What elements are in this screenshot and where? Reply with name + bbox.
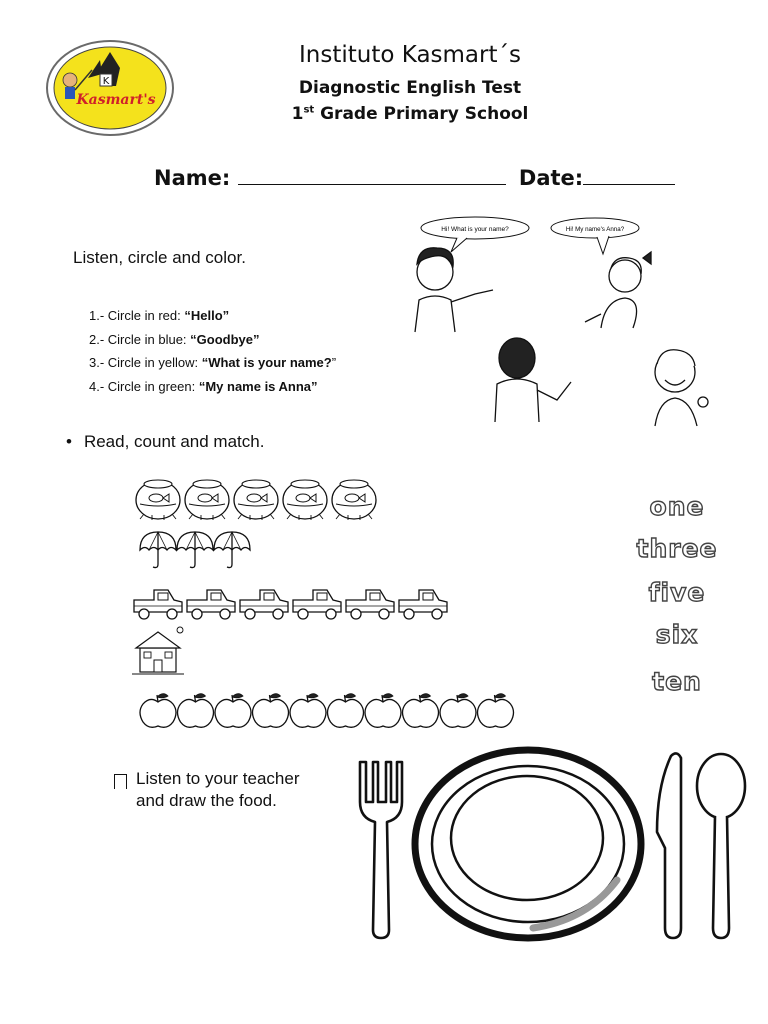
count-row-truck xyxy=(134,590,447,619)
school-logo xyxy=(44,38,176,138)
apple-icon xyxy=(215,694,251,728)
word-five[interactable]: five xyxy=(648,578,706,607)
instruction-1: 1.- Circle in red: “Hello” xyxy=(89,308,230,323)
fishbowl-icon xyxy=(332,480,376,520)
bullet-icon: • xyxy=(66,432,72,451)
apple-icon xyxy=(440,694,476,728)
truck-icon xyxy=(240,590,288,619)
umbrella-icon xyxy=(214,532,250,568)
instruction-4: 4.- Circle in green: “My name is Anna” xyxy=(89,379,318,394)
counting-pictures xyxy=(132,476,512,738)
spoon-icon xyxy=(697,754,745,938)
word-three[interactable]: three xyxy=(636,534,718,563)
logo-text: Kasmart's xyxy=(76,92,156,108)
plate-icon xyxy=(415,750,641,938)
speech-bubble-right xyxy=(551,218,639,254)
apple-icon xyxy=(290,694,326,728)
instruction-3: 3.- Circle in yellow: “What is your name?” xyxy=(89,355,337,370)
count-row-apple xyxy=(140,694,514,728)
section2-heading: • Read, count and match. xyxy=(66,432,265,451)
word-one[interactable]: one xyxy=(649,492,705,521)
logo-letter: K xyxy=(102,76,110,87)
grade-rest: Grade Primary School xyxy=(314,104,529,124)
fishbowl-icon xyxy=(283,480,327,520)
truck-icon xyxy=(134,590,182,619)
fishbowl-icon xyxy=(234,480,278,520)
apple-icon xyxy=(328,694,364,728)
date-label: Date: xyxy=(518,166,584,190)
girl-icon xyxy=(585,252,651,328)
name-date-line xyxy=(154,166,675,190)
checkbox-icon xyxy=(114,774,127,789)
count-row-fishbowl xyxy=(136,480,376,520)
count-row-umbrella xyxy=(140,532,250,568)
boy-with-microphone-icon xyxy=(655,350,708,426)
apple-icon xyxy=(365,694,401,728)
apple-icon xyxy=(403,694,439,728)
umbrella-icon xyxy=(140,532,176,568)
child-waving-icon xyxy=(495,338,571,422)
school-title: Instituto Kasmart´s xyxy=(299,42,521,68)
section3-line1: Listen to your teacher xyxy=(136,769,300,788)
fishbowl-icon xyxy=(185,480,229,520)
word-six[interactable]: six xyxy=(655,620,699,649)
svg-text:Hi! My name's Anna?: Hi! My name's Anna? xyxy=(565,226,625,233)
truck-icon xyxy=(187,590,235,619)
grade-suffix: st xyxy=(303,104,315,116)
instruction-2: 2.- Circle in blue: “Goodbye” xyxy=(89,332,260,347)
place-setting-drawing[interactable] xyxy=(355,740,750,950)
apple-icon xyxy=(253,694,289,728)
boy-pointing-icon xyxy=(415,248,493,332)
fork-icon xyxy=(360,762,402,938)
truck-icon xyxy=(293,590,341,619)
truck-icon xyxy=(346,590,394,619)
date-blank[interactable] xyxy=(583,166,675,185)
apple-icon xyxy=(140,694,176,728)
name-label: Name: xyxy=(154,166,231,190)
grade-number: 1 xyxy=(291,104,304,124)
section3-line2: and draw the food. xyxy=(136,791,277,810)
house-icon xyxy=(132,627,184,674)
section1-heading: Listen, circle and color. xyxy=(73,248,246,267)
svg-text:Hi! What is your name?: Hi! What is your name? xyxy=(441,226,509,233)
name-blank[interactable] xyxy=(238,166,506,185)
count-row-house xyxy=(132,627,184,674)
umbrella-icon xyxy=(177,532,213,568)
fishbowl-icon xyxy=(136,480,180,520)
knife-icon xyxy=(657,753,681,938)
apple-icon xyxy=(178,694,214,728)
test-title: Diagnostic English Test xyxy=(298,78,522,98)
greeting-illustration xyxy=(405,214,725,428)
truck-icon xyxy=(399,590,447,619)
word-ten[interactable]: ten xyxy=(652,667,702,696)
grade-title xyxy=(200,104,620,124)
apple-icon xyxy=(478,694,514,728)
speech-bubble-left xyxy=(421,217,529,252)
